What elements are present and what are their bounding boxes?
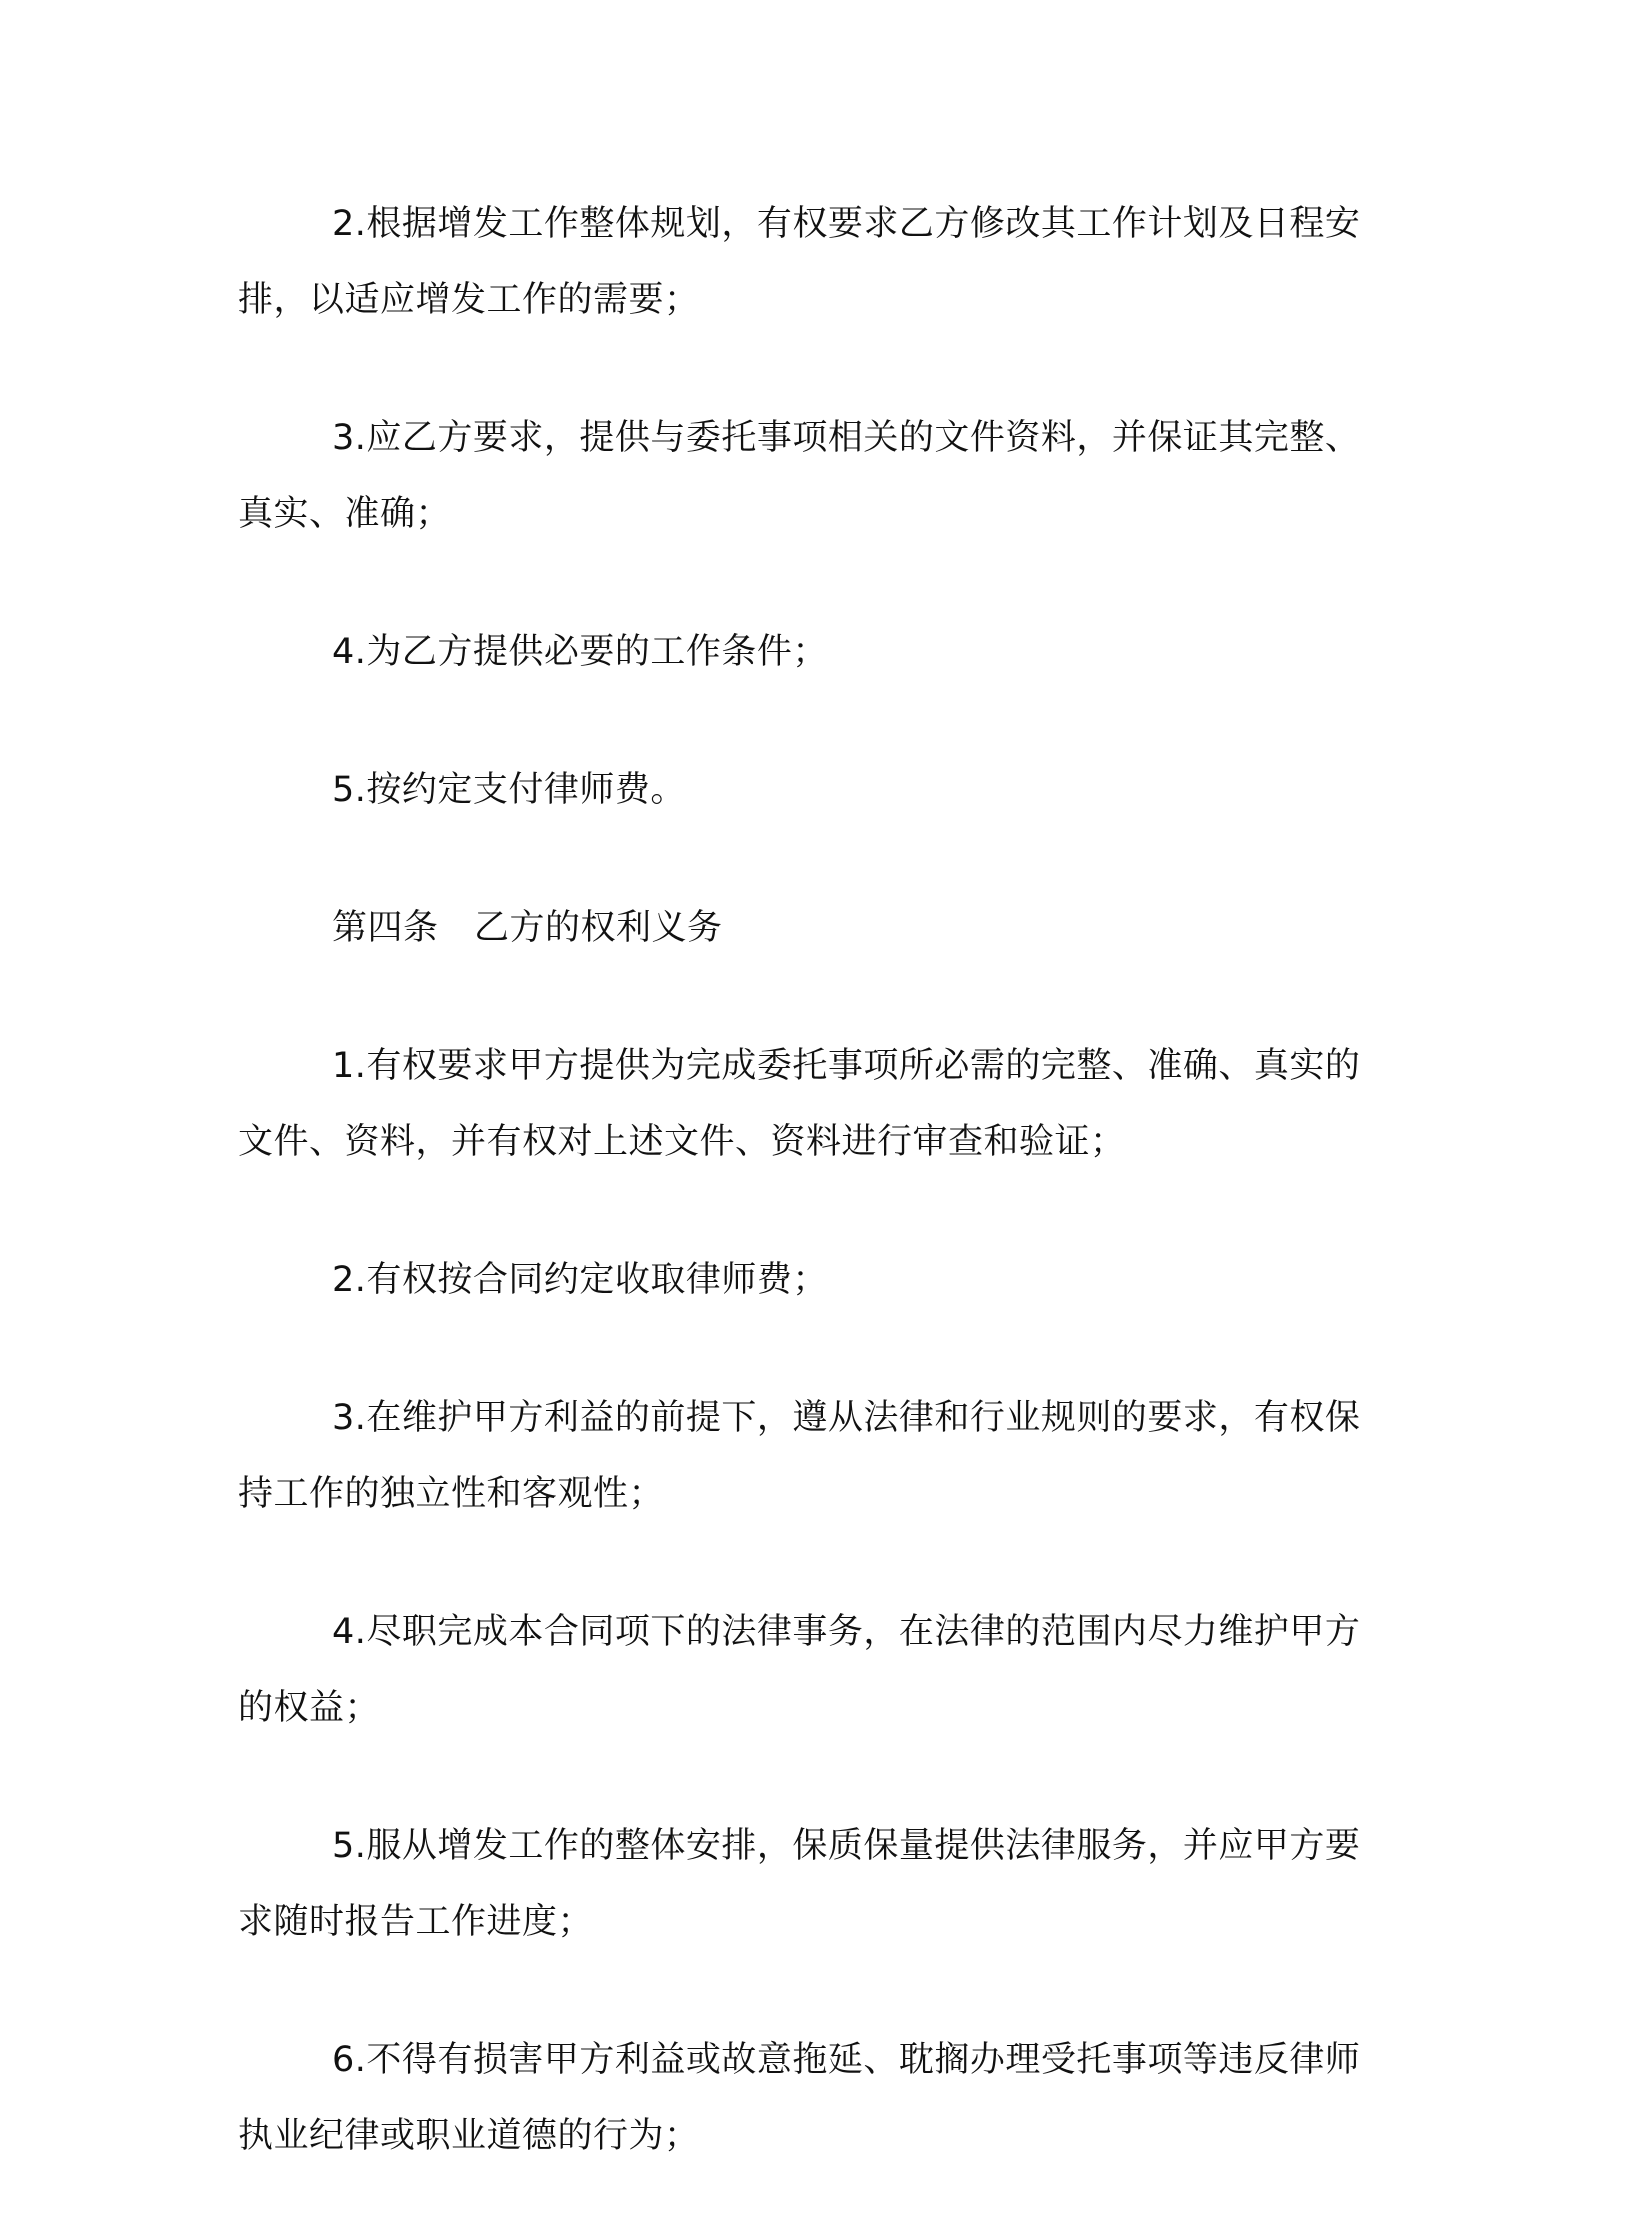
clause-party-b-item-1: 1.有权要求甲方提供为完成委托事项所必需的完整、准确、真实的文件、资料，并有权对上述文件、资料进行审查和验证； [238,1046,1361,1162]
clause-party-b-item-5: 5.服从增发工作的整体安排，保质保量提供法律服务，并应甲方要求随时报告工作进度； [238,1826,1361,1942]
clause-party-b-item-3: 3.在维护甲方利益的前提下，遵从法律和行业规则的要求，有权保持工作的独立性和客观性； [238,1398,1361,1514]
clause-party-a-item-5: 5.按约定支付律师费。 [332,770,686,810]
clause-party-b-item-6: 6.不得有损害甲方利益或故意拖延、耽搁办理受托事项等违反律师执业纪律或职业道德的行为； [238,2040,1361,2156]
clause-party-a-item-4: 4.为乙方提供必要的工作条件； [332,632,828,672]
clause-party-a-item-2: 2.根据增发工作整体规划，有权要求乙方修改其工作计划及日程安排，以适应增发工作的需要； [238,204,1361,320]
clause-party-b-item-4: 4.尽职完成本合同项下的法律事务，在法律的范围内尽力维护甲方的权益； [238,1612,1361,1728]
document-body [238,186,1388,2236]
clause-party-b-item-2: 2.有权按合同约定收取律师费； [332,1260,828,1300]
clause-party-a-item-3: 3.应乙方要求，提供与委托事项相关的文件资料，并保证其完整、真实、准确； [238,418,1361,534]
article-4-heading: 第四条 乙方的权利义务 [332,908,723,948]
